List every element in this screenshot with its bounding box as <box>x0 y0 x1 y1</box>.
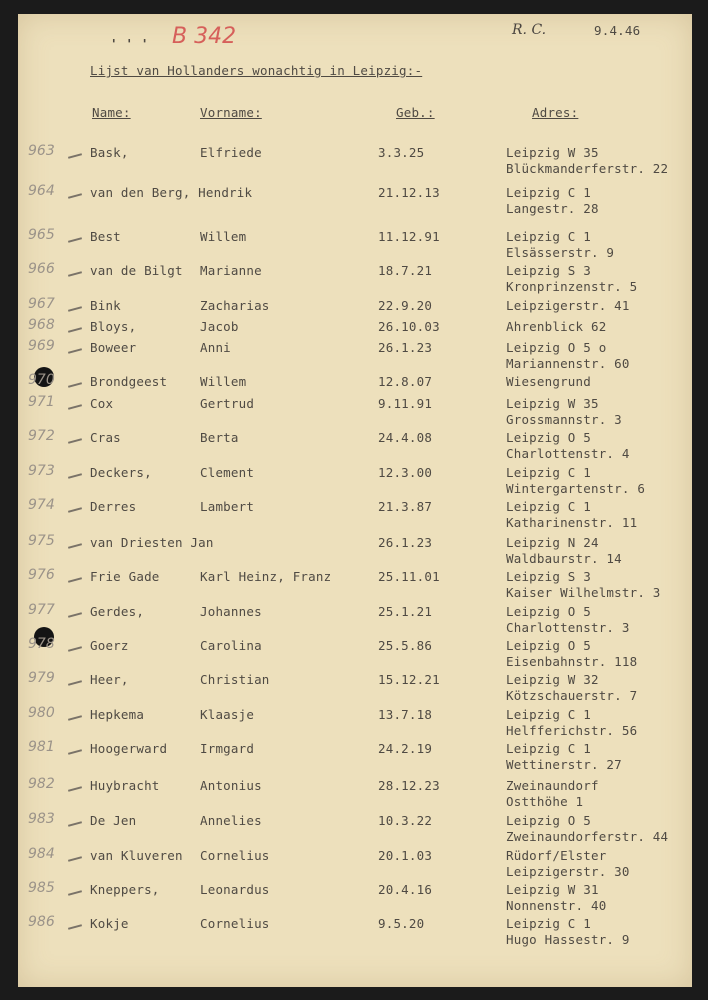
row-first-name: Marianne <box>200 263 262 278</box>
row-name: van de Bilgt <box>90 263 183 278</box>
row-name: Kneppers, <box>90 882 160 897</box>
row-birth-date: 10.3.22 <box>378 813 433 828</box>
row-number: 963 <box>28 143 55 159</box>
row-first-name: Anni <box>200 340 231 355</box>
row-address-line2: Helfferichstr. 56 <box>506 723 638 738</box>
row-number: 977 <box>28 602 55 618</box>
row-number: 984 <box>28 846 55 862</box>
row-number: 981 <box>28 739 55 755</box>
row-address-line2: Ostthöhe 1 <box>506 794 584 809</box>
row-address-line1: Leipzig S 3 <box>506 263 591 278</box>
row-address-line2: Zweinaundorferstr. 44 <box>506 829 669 844</box>
row-first-name: Zacharias <box>200 298 270 313</box>
row-name: Heer, <box>90 672 129 687</box>
row-first-name: Carolina <box>200 638 262 653</box>
row-address-line1: Leipzig O 5 <box>506 813 591 828</box>
row-name: Gerdes, <box>90 604 145 619</box>
row-first-name: Berta <box>200 430 239 445</box>
row-first-name: Cornelius <box>200 848 270 863</box>
row-number: 974 <box>28 497 55 513</box>
row-address-line2: Elsässerstr. 9 <box>506 245 615 260</box>
row-address-line1: Leipzig C 1 <box>506 916 591 931</box>
row-number: 985 <box>28 880 55 896</box>
row-address-line2: Charlottenstr. 3 <box>506 620 630 635</box>
row-number: 986 <box>28 914 55 930</box>
row-address-line2: Grossmannstr. 3 <box>506 412 622 427</box>
row-name: van Driesten Jan <box>90 535 214 550</box>
row-number: 971 <box>28 394 55 410</box>
row-address-line1: Leipzig S 3 <box>506 569 591 584</box>
row-name: Cras <box>90 430 121 445</box>
row-number: 968 <box>28 317 55 333</box>
row-number: 972 <box>28 428 55 444</box>
row-address-line2: Kronprinzenstr. 5 <box>506 279 638 294</box>
row-birth-date: 20.4.16 <box>378 882 433 897</box>
row-address-line1: Leipzigerstr. 41 <box>506 298 630 313</box>
row-address-line1: Leipzig W 31 <box>506 882 599 897</box>
row-name: Derres <box>90 499 137 514</box>
row-birth-date: 3.3.25 <box>378 145 425 160</box>
column-header-address: Adres: <box>532 105 579 120</box>
row-birth-date: 9.5.20 <box>378 916 425 931</box>
row-birth-date: 24.2.19 <box>378 741 433 756</box>
row-name: Brondgeest <box>90 374 168 389</box>
row-first-name: Clement <box>200 465 255 480</box>
row-address-line1: Leipzig O 5 <box>506 604 591 619</box>
row-number: 966 <box>28 261 55 277</box>
row-number: 975 <box>28 533 55 549</box>
row-address-line1: Leipzig C 1 <box>506 185 591 200</box>
document-date: 9.4.46 <box>594 23 641 38</box>
column-header-birth-date: Geb.: <box>396 105 435 120</box>
row-address-line1: Leipzig O 5 <box>506 430 591 445</box>
row-name: Cox <box>90 396 114 411</box>
row-address-line1: Zweinaundorf <box>506 778 599 793</box>
row-name: Hepkema <box>90 707 145 722</box>
row-number: 969 <box>28 338 55 354</box>
row-first-name: Johannes <box>200 604 262 619</box>
row-address-line2: Waldbaurstr. 14 <box>506 551 622 566</box>
row-birth-date: 18.7.21 <box>378 263 433 278</box>
column-header-name: Name: <box>92 105 131 120</box>
row-first-name: Elfriede <box>200 145 262 160</box>
row-birth-date: 12.8.07 <box>378 374 433 389</box>
row-address-line1: Leipzig W 35 <box>506 145 599 160</box>
row-address-line2: Wintergartenstr. 6 <box>506 481 646 496</box>
row-address-line1: Leipzig C 1 <box>506 707 591 722</box>
row-number: 965 <box>28 227 55 243</box>
row-address-line2: Katharinenstr. 11 <box>506 515 638 530</box>
row-first-name: Annelies <box>200 813 262 828</box>
red-stamp-number: B 342 <box>172 24 237 49</box>
row-birth-date: 9.11.91 <box>378 396 433 411</box>
row-birth-date: 26.1.23 <box>378 535 433 550</box>
row-name: De Jen <box>90 813 137 828</box>
row-first-name: Jacob <box>200 319 239 334</box>
row-name: Hoogerward <box>90 741 168 756</box>
row-number: 970 <box>28 372 55 388</box>
row-birth-date: 24.4.08 <box>378 430 433 445</box>
row-number: 979 <box>28 670 55 686</box>
row-name: Bink <box>90 298 121 313</box>
row-address-line2: Charlottenstr. 4 <box>506 446 630 461</box>
row-birth-date: 15.12.21 <box>378 672 440 687</box>
row-address-line1: Leipzig W 35 <box>506 396 599 411</box>
header-marks: ' ' ' <box>110 36 149 51</box>
document-title: Lijst van Hollanders wonachtig in Leipzig:- <box>90 63 423 78</box>
row-name: Boweer <box>90 340 137 355</box>
row-number: 983 <box>28 811 55 827</box>
row-name: Frie Gade <box>90 569 160 584</box>
row-number: 964 <box>28 183 55 199</box>
row-birth-date: 12.3.00 <box>378 465 433 480</box>
row-address-line2: Wettinerstr. 27 <box>506 757 622 772</box>
row-birth-date: 20.1.03 <box>378 848 433 863</box>
row-address-line2: Langestr. 28 <box>506 201 599 216</box>
row-birth-date: 21.12.13 <box>378 185 440 200</box>
row-birth-date: 11.12.91 <box>378 229 440 244</box>
row-name: van den Berg, Hendrik <box>90 185 253 200</box>
row-birth-date: 13.7.18 <box>378 707 433 722</box>
row-birth-date: 21.3.87 <box>378 499 433 514</box>
row-address-line1: Leipzig C 1 <box>506 499 591 514</box>
row-name: Deckers, <box>90 465 152 480</box>
row-number: 978 <box>28 636 55 652</box>
row-address-line2: Kaiser Wilhelmstr. 3 <box>506 585 661 600</box>
row-name: Best <box>90 229 121 244</box>
row-birth-date: 25.5.86 <box>378 638 433 653</box>
row-name: Bask, <box>90 145 129 160</box>
row-address-line1: Leipzig W 32 <box>506 672 599 687</box>
row-address-line1: Leipzig O 5 <box>506 638 591 653</box>
row-number: 976 <box>28 567 55 583</box>
row-birth-date: 28.12.23 <box>378 778 440 793</box>
row-address-line1: Leipzig C 1 <box>506 465 591 480</box>
row-first-name: Leonardus <box>200 882 270 897</box>
row-birth-date: 25.11.01 <box>378 569 440 584</box>
row-first-name: Christian <box>200 672 270 687</box>
row-first-name: Willem <box>200 229 247 244</box>
row-address-line2: Leipzigerstr. 30 <box>506 864 630 879</box>
row-first-name: Klaasje <box>200 707 255 722</box>
row-first-name: Karl Heinz, Franz <box>200 569 332 584</box>
row-first-name: Irmgard <box>200 741 255 756</box>
row-name: Huybracht <box>90 778 160 793</box>
row-name: van Kluveren <box>90 848 183 863</box>
row-address-line1: Leipzig N 24 <box>506 535 599 550</box>
row-first-name: Gertrud <box>200 396 255 411</box>
row-birth-date: 22.9.20 <box>378 298 433 313</box>
row-name: Goerz <box>90 638 129 653</box>
row-address-line1: Ahrenblick 62 <box>506 319 607 334</box>
row-address-line2: Eisenbahnstr. 118 <box>506 654 638 669</box>
row-birth-date: 26.10.03 <box>378 319 440 334</box>
row-number: 982 <box>28 776 55 792</box>
row-birth-date: 25.1.21 <box>378 604 433 619</box>
row-address-line1: Leipzig C 1 <box>506 741 591 756</box>
handwritten-initials: R. C. <box>512 22 547 38</box>
row-address-line1: Leipzig O 5 o <box>506 340 607 355</box>
row-address-line2: Kötzschauerstr. 7 <box>506 688 638 703</box>
row-address-line1: Leipzig C 1 <box>506 229 591 244</box>
row-address-line2: Hugo Hassestr. 9 <box>506 932 630 947</box>
row-birth-date: 26.1.23 <box>378 340 433 355</box>
row-number: 967 <box>28 296 55 312</box>
row-address-line2: Nonnenstr. 40 <box>506 898 607 913</box>
row-name: Bloys, <box>90 319 137 334</box>
row-first-name: Willem <box>200 374 247 389</box>
row-first-name: Lambert <box>200 499 255 514</box>
row-name: Kokje <box>90 916 129 931</box>
row-address-line1: Wiesengrund <box>506 374 591 389</box>
column-header-first-name: Vorname: <box>200 105 262 120</box>
row-number: 980 <box>28 705 55 721</box>
row-first-name: Antonius <box>200 778 262 793</box>
row-number: 973 <box>28 463 55 479</box>
row-address-line1: Rüdorf/Elster <box>506 848 607 863</box>
row-address-line2: Blückmanderferstr. 22 <box>506 161 669 176</box>
row-address-line2: Mariannenstr. 60 <box>506 356 630 371</box>
row-first-name: Cornelius <box>200 916 270 931</box>
